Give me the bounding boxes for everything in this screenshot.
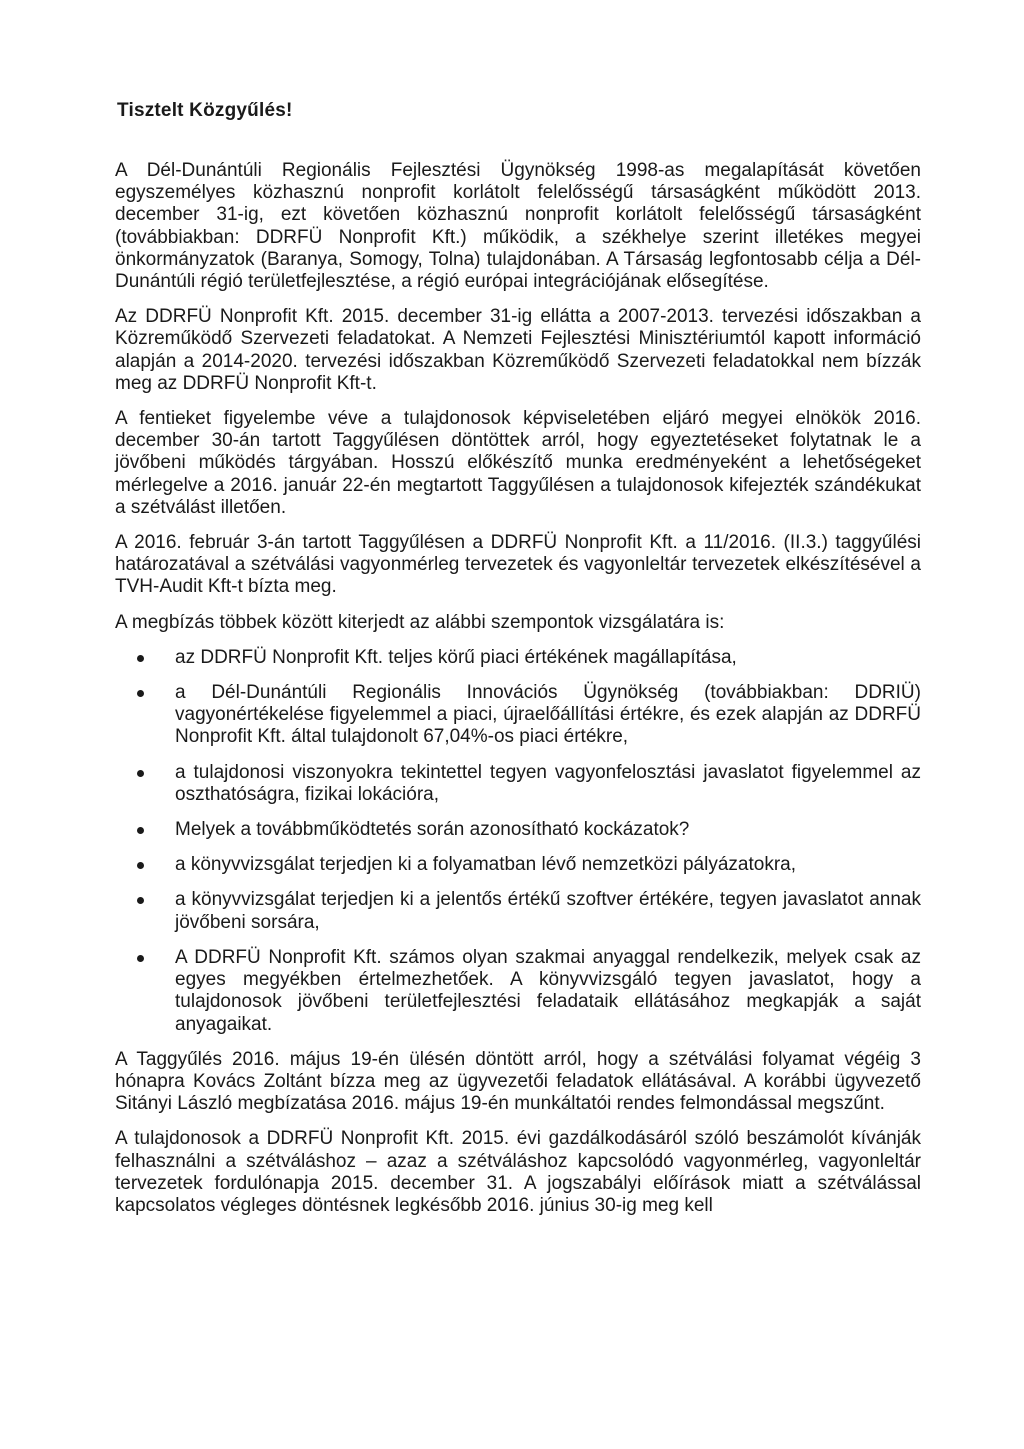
list-item-text: az DDRFÜ Nonprofit Kft. teljes körű piaci értékének magállapítása,	[175, 646, 737, 668]
bullet-icon	[137, 955, 144, 962]
list-item	[115, 889, 921, 933]
paragraph-scope-intro: A megbízás többek között kiterjedt az alábbi szempontok vizsgálatára is:	[115, 611, 725, 633]
bullet-icon	[137, 897, 144, 904]
list-item	[115, 947, 921, 1036]
list-item	[115, 762, 921, 806]
bullet-icon	[137, 770, 144, 777]
list-item	[115, 819, 921, 841]
paragraph-intro: A Dél-Dunántúli Regionális Fejlesztési Ügynökség 1998-as megalapítását követően egyszemélyes közhasznú nonprofit korlátolt felelősségű társaságként működött 2013. december 31-ig, ezt követően közhasznú nonprofit korlátolt felelősségű társaságként (továbbiakban: DDRFÜ Nonprofit Kft.) működik, a székhelye szerint illetékes megyei önkormányzatok (Baranya, Somogy, Tolna) tulajdonában. A Társaság legfontosabb célja a Dél-Dunántúli régió területfejlesztése, a régió európai integrációjának elősegítése.	[115, 160, 921, 293]
bullet-icon	[137, 827, 144, 834]
list-item-text: a tulajdonosi viszonyokra tekintettel tegyen vagyonfelosztási javaslatot figyelemmel az oszthatóságra, fizikai lokációra,	[175, 761, 921, 805]
paragraph-owners-decision: A fentieket figyelembe véve a tulajdonosok képviseletében eljáró megyei elnökök 2016. december 30-án tartott Taggyűlésen döntöttek arról, hogy egyeztetéseket folytatnak le a jövőbeni működés tárgyában. Hosszú előkészítő munka eredményeként a lehetőségeket mérlegelve a 2016. január 22-én megtartott Taggyűlésen a tulajdonosok kifejezték szándékukat a szétválást illetően.	[115, 408, 921, 518]
paragraph-managing-director: A Taggyűlés 2016. május 19-én ülésén döntött arról, hogy a szétválási folyamat végéig 3 hónapra Kovács Zoltánt bízza meg az ügyvezetői feladatok ellátásával. A korábbi ügyvezető Sitányi László megbízatása 2016. május 19-én munkáltatói rendes felmondással megszűnt.	[115, 1048, 921, 1115]
list-item-text: Melyek a továbbműködtetés során azonosítható kockázatok?	[175, 819, 690, 841]
bullet-icon	[137, 862, 144, 869]
paragraph-planning-period: Az DDRFÜ Nonprofit Kft. 2015. december 31-ig ellátta a 2007-2013. tervezési időszakban a Közreműködő Szervezeti feladatokat. A Nemzeti Fejlesztési Minisztériumtól kapott információ alapján a 2014-2020. tervezési időszakban Közreműködő Szervezeti feladatokkal nem bízzák meg az DDRFÜ Nonprofit Kft-t.	[115, 306, 921, 394]
list-item-text: a Dél-Dunántúli Regionális Innovációs Ügynökség (továbbiakban: DDRIÜ) vagyonértékelése figyelemmel a piaci, újraelőállítási értékre, és ezek alapján az DDRFÜ Nonprofit Kft. által tulajdonolt 67,04%-os piaci értékre,	[175, 682, 921, 748]
document-body	[115, 160, 921, 1230]
paragraph-financial-report: A tulajdonosok a DDRFÜ Nonprofit Kft. 2015. évi gazdálkodásáról szóló beszámolót kívánják felhasználni a szétváláshoz – azaz a szétváláshoz kapcsolódó vagyonmérleg, vagyonleltár tervezetek fordulónapja 2015. december 31. A jogszabályi előírások miatt a szétválással kapcsolatos végleges döntésnek legkésőbb 2016. június 30-ig meg kell	[115, 1128, 921, 1216]
paragraph-audit-assignment: A 2016. február 3-án tartott Taggyűlésen a DDRFÜ Nonprofit Kft. a 11/2016. (II.3.) taggyűlési határozatával a szétválási vagyonmérleg tervezetek és vagyonleltár tervezetek elkészítésével a TVH-Audit Kft-t bízta meg.	[115, 532, 921, 598]
list-item-text: a könyvvizsgálat terjedjen ki a folyamatban lévő nemzetközi pályázatokra,	[175, 854, 796, 876]
scope-bullet-list	[115, 647, 921, 1036]
list-item-text: a könyvvizsgálat terjedjen ki a jelentős értékű szoftver értékére, tegyen javaslatot annak jövőbeni sorsára,	[175, 889, 921, 933]
list-item	[115, 854, 921, 876]
list-item-text: A DDRFÜ Nonprofit Kft. számos olyan szakmai anyaggal rendelkezik, melyek csak az egyes megyékben értelmezhetőek. A könyvvizsgáló tegyen javaslatot, hogy a tulajdonosok jövőbeni területfejlesztési feladataik ellátásához megkapják a saját anyagaikat.	[175, 946, 921, 1035]
list-item	[115, 682, 921, 749]
list-item	[115, 647, 921, 669]
salutation-heading: Tisztelt Közgyűlés!	[117, 100, 293, 121]
bullet-icon	[137, 690, 144, 697]
bullet-icon	[137, 655, 144, 662]
